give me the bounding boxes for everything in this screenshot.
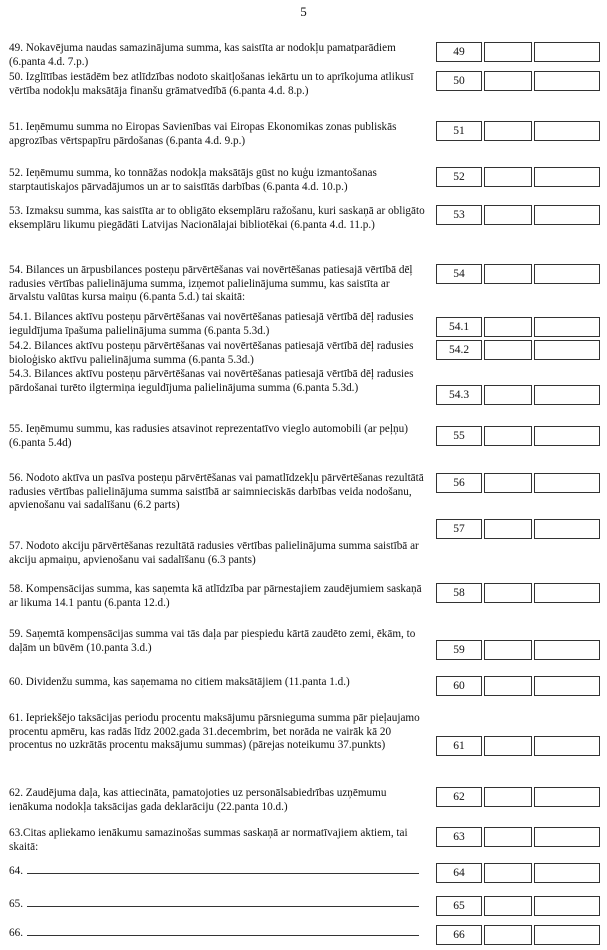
row-code: 62 — [436, 787, 482, 807]
amount-cell-2[interactable] — [534, 340, 600, 360]
text-entry-line[interactable] — [27, 896, 419, 907]
amount-cell-2[interactable] — [534, 787, 600, 807]
text-entry-line[interactable] — [27, 863, 419, 874]
row-code: 61 — [436, 736, 482, 756]
row-code: 60 — [436, 676, 482, 696]
amount-cell-1[interactable] — [484, 863, 532, 883]
row-label: 55. Ieņēmumu summu, kas radusies atsavinot reprezentatīvo vieglo automobili (ar peļņu) (6.panta 5.4d) — [9, 423, 408, 449]
row-label: 62. Zaudējuma daļa, kas attiecināta, pamatojoties uz personālsabiedrības uzņēmumu ienākuma nodokļa taksācijas gada deklarāciju (22.panta 10.d.) — [9, 787, 387, 813]
row-label: 65. — [9, 898, 23, 910]
amount-cell-1[interactable] — [484, 519, 532, 539]
amount-cell-1[interactable] — [484, 925, 532, 945]
row-label: 49. Nokavējuma naudas samazinājuma summa, kas saistīta ar nodokļu pamatparādiem (6.panta 4.d. 7.p.) — [9, 42, 396, 68]
amount-cell-2[interactable] — [534, 426, 600, 446]
text-entry-line[interactable] — [27, 925, 419, 936]
row-label: 58. Kompensācijas summa, kas saņemta kā atlīdzība par pārnestajiem zaudējumiem saskaņā ar likuma 14.1 pantu (6.panta 12.d.) — [9, 583, 422, 609]
amount-cell-2[interactable] — [534, 583, 600, 603]
amount-cell-1[interactable] — [484, 385, 532, 405]
page-number: 5 — [300, 4, 307, 19]
amount-cell-2[interactable] — [534, 925, 600, 945]
row-code: 51 — [436, 121, 482, 141]
row-label: 53. Izmaksu summa, kas saistīta ar to obligāto eksemplāru ražošanu, kuri saskaņā ar obligāto eksemplāru likumu piegādāti Latvijas Nacionālajai bibliotēkai (6.panta 4.d. 11.p.) — [9, 205, 425, 231]
row-code: 55 — [436, 426, 482, 446]
amount-cell-2[interactable] — [534, 863, 600, 883]
amount-cell-1[interactable] — [484, 317, 532, 337]
row-label: 63.Citas apliekamo ienākumu samazinošas summas saskaņā ar normatīvajiem aktiem, tai skaitā: — [9, 827, 408, 853]
amount-cell-2[interactable] — [534, 827, 600, 847]
row-code: 53 — [436, 205, 482, 225]
row-label: 59. Saņemtā kompensācijas summa vai tās daļa par piespiedu kārtā zaudēto zemi, ēkām, to daļām un būvēm (10.panta 3.d.) — [9, 628, 416, 654]
row-code: 50 — [436, 71, 482, 91]
row-code: 63 — [436, 827, 482, 847]
amount-cell-1[interactable] — [484, 583, 532, 603]
amount-cell-1[interactable] — [484, 640, 532, 660]
row-code: 58 — [436, 583, 482, 603]
row-label: 51. Ieņēmumu summa no Eiropas Savienības vai Eiropas Ekonomikas zonas publiskās apgrozības vērtspapīru pārdošanas (6.panta 4.d. 9.p.) — [9, 121, 397, 147]
amount-cell-1[interactable] — [484, 426, 532, 446]
amount-cell-2[interactable] — [534, 71, 600, 91]
row-label: 56. Nodoto aktīva un pasīva posteņu pārvērtēšanas vai pamatlīdzekļu pārvērtēšanas rezultātā radusies vērtības palielinājuma summa saistībā ar saimnieciskās darbības veida nodošanu, apvienošanu vai sadalīšanu (6.2 parts) — [9, 472, 424, 512]
amount-cell-1[interactable] — [484, 896, 532, 916]
row-code: 65 — [436, 896, 482, 916]
amount-cell-1[interactable] — [484, 827, 532, 847]
row-code: 49 — [436, 42, 482, 62]
row-code: 57 — [436, 519, 482, 539]
amount-cell-1[interactable] — [484, 121, 532, 141]
amount-cell-1[interactable] — [484, 340, 532, 360]
row-label: 50. Izglītības iestādēm bez atlīdzības nodoto skaitļošanas iekārtu un to aprīkojuma atlikusī vērtība nodokļu maksātāja finanšu grāmatvedībā (6.panta 4.d. 8.p.) — [9, 71, 414, 97]
row-code: 56 — [436, 473, 482, 493]
amount-cell-2[interactable] — [534, 640, 600, 660]
row-code: 54.3 — [436, 385, 482, 405]
amount-cell-2[interactable] — [534, 42, 600, 62]
amount-cell-2[interactable] — [534, 167, 600, 187]
amount-cell-1[interactable] — [484, 787, 532, 807]
row-label: 54.2. Bilances aktīvu posteņu pārvērtēšanas vai novērtēšanas patiesajā vērtībā dēļ radusies bioloģisko aktīvu palielinājuma summa (6.panta 5.3d.) — [9, 340, 414, 366]
row-label: 66. — [9, 927, 23, 939]
row-code: 54.2 — [436, 340, 482, 360]
amount-cell-1[interactable] — [484, 71, 532, 91]
row-code: 54 — [436, 264, 482, 284]
row-label: 54. Bilances un ārpusbilances posteņu pārvērtēšanas vai novērtēšanas patiesajā vērtībā dēļ radusies vērtības palielinājuma summa, izņemot palielinājuma summu, kas saistīta ar ārvalstu valūtas kursa maiņu (6.panta 5.d.) tai skaitā: — [9, 264, 413, 304]
amount-cell-2[interactable] — [534, 473, 600, 493]
row-label-wrap — [9, 896, 427, 912]
row-label: 60. Dividenžu summa, kas saņemama no citiem maksātājiem (11.panta 1.d.) — [9, 676, 350, 688]
row-label: 54.1. Bilances aktīvu posteņu pārvērtēšanas vai novērtēšanas patiesajā vērtībā dēļ radusies ieguldījuma īpašuma palielinājuma summa (6.panta 5.3d.) — [9, 311, 414, 337]
row-code: 59 — [436, 640, 482, 660]
amount-cell-2[interactable] — [534, 264, 600, 284]
row-code: 54.1 — [436, 317, 482, 337]
row-code: 52 — [436, 167, 482, 187]
row-label: 61. Iepriekšējo taksācijas periodu procentu maksājumu pārsnieguma summa pār pieļaujamo procentu apmēru, kas radās līdz 2002.gada 31.decembrim, bet norāda ne vairāk kā 20 procentus no uzkrātās procentu maksājumu summas) (pārejas noteikumu 37.punkts) — [9, 712, 420, 752]
amount-cell-1[interactable] — [484, 264, 532, 284]
row-label-wrap — [9, 925, 427, 941]
amount-cell-2[interactable] — [534, 736, 600, 756]
amount-cell-2[interactable] — [534, 896, 600, 916]
amount-cell-1[interactable] — [484, 736, 532, 756]
row-label: 52. Ieņēmumu summa, ko tonnāžas nodokļa maksātājs gūst no kuģu izmantošanas starptautiskajos pārvadājumos un ar to saistītās darbības (6.panta 4.d. 10.p.) — [9, 167, 377, 193]
amount-cell-1[interactable] — [484, 676, 532, 696]
amount-cell-1[interactable] — [484, 473, 532, 493]
row-label: 57. Nodoto akciju pārvērtēšanas rezultātā radusies vērtības palielinājuma summa saistībā ar akciju apmaiņu, apvienošanu vai sadalīšanu (6.3 pants) — [9, 540, 419, 566]
amount-cell-2[interactable] — [534, 676, 600, 696]
amount-cell-2[interactable] — [534, 317, 600, 337]
row-code: 66 — [436, 925, 482, 945]
row-code: 64 — [436, 863, 482, 883]
row-label: 54.3. Bilances aktīvu posteņu pārvērtēšanas vai novērtēšanas patiesajā vērtībā dēļ radusies pārdošanai turēto ilgtermiņa ieguldījuma palielinājuma summa (6.panta 5.3d.) — [9, 368, 414, 394]
amount-cell-1[interactable] — [484, 42, 532, 62]
row-label-wrap — [9, 863, 427, 879]
row-label: 64. — [9, 865, 23, 877]
amount-cell-2[interactable] — [534, 385, 600, 405]
amount-cell-2[interactable] — [534, 205, 600, 225]
amount-cell-1[interactable] — [484, 205, 532, 225]
amount-cell-2[interactable] — [534, 121, 600, 141]
amount-cell-2[interactable] — [534, 519, 600, 539]
amount-cell-1[interactable] — [484, 167, 532, 187]
